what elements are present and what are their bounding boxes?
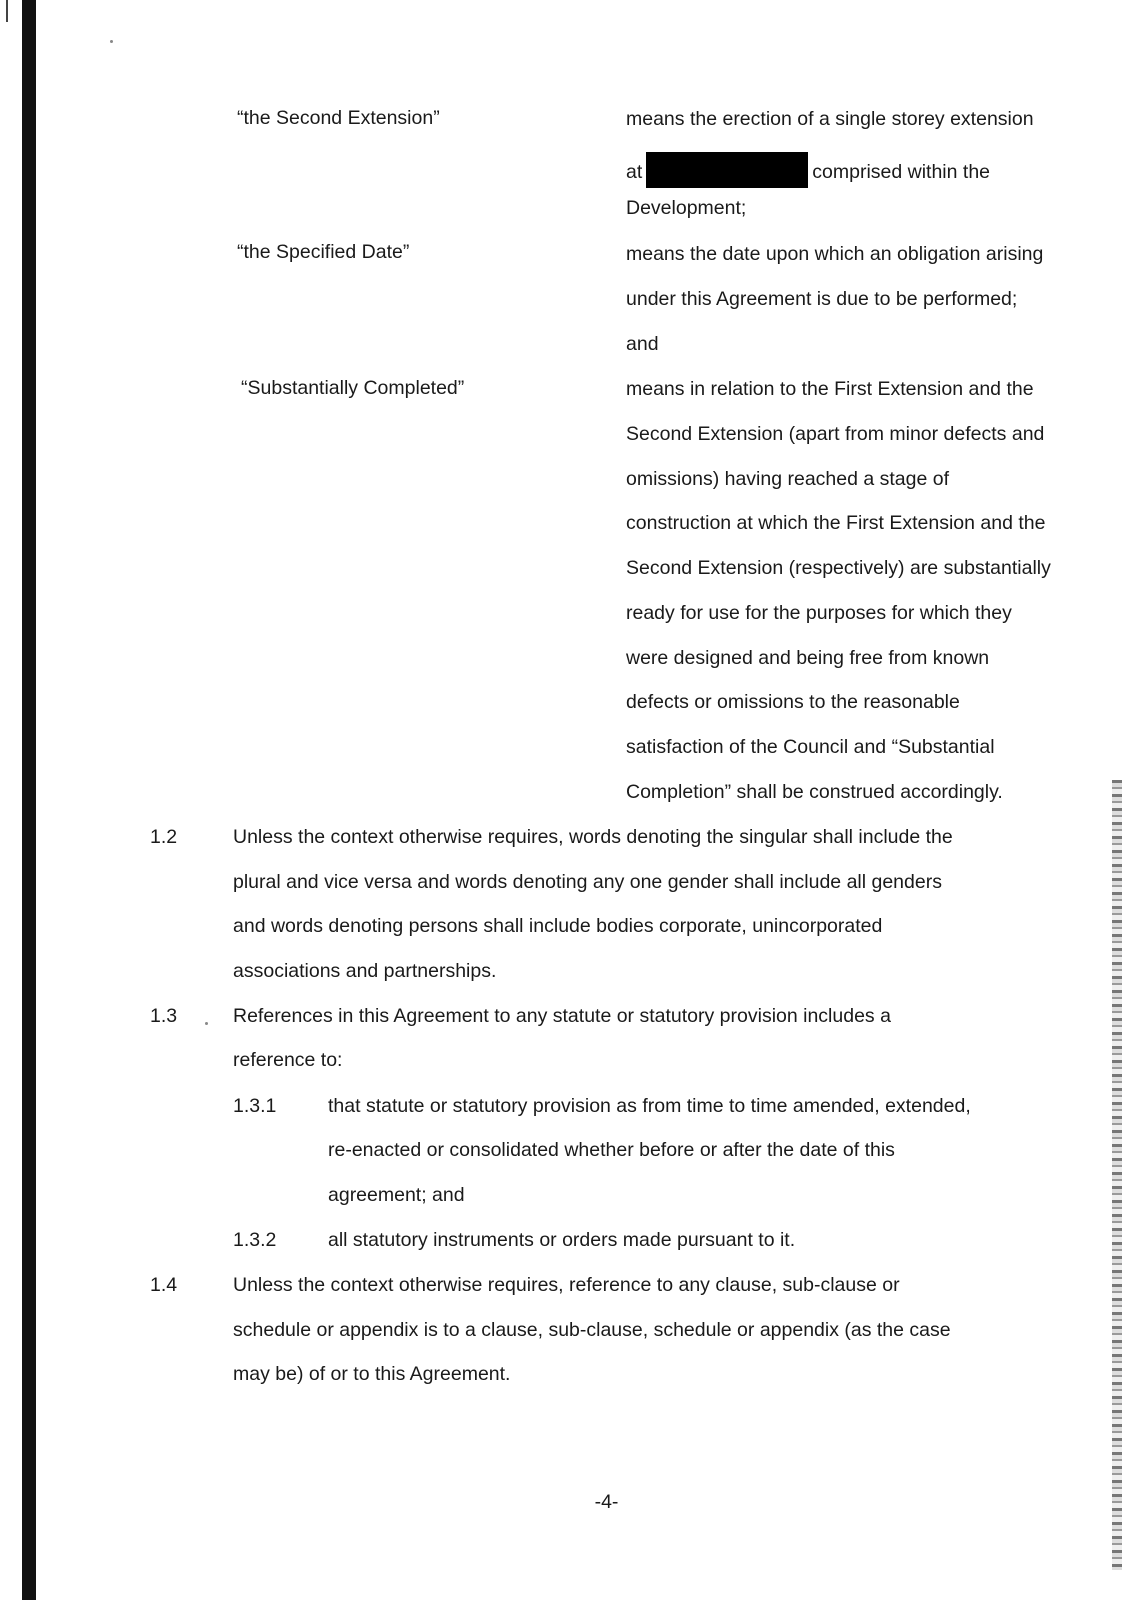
scan-speck <box>110 40 113 43</box>
definition-line: omissions) having reached a stage of <box>626 468 950 490</box>
clause-number: 1.3 <box>150 1005 178 1027</box>
clause-line: schedule or appendix is to a clause, sub-clause, schedule or appendix (as the case <box>233 1319 951 1341</box>
clause-number: 1.4 <box>150 1274 178 1296</box>
clause-line: associations and partnerships. <box>233 960 497 982</box>
clause-line: plural and vice versa and words denoting any one gender shall include all genders <box>233 871 942 893</box>
subclause-number: 1.3.1 <box>233 1095 277 1117</box>
definition-line: construction at which the First Extension and the <box>626 512 1046 534</box>
definition-line: means in relation to the First Extension and the <box>626 378 1034 400</box>
scan-edge-right <box>1112 780 1122 1570</box>
subclause-number: 1.3.2 <box>233 1229 277 1251</box>
clause-line: Unless the context otherwise requires, words denoting the singular shall include the <box>233 826 953 848</box>
clause-line: reference to: <box>233 1049 343 1071</box>
clause-line: Unless the context otherwise requires, reference to any clause, sub-clause or <box>233 1274 900 1296</box>
definition-line: means the erection of a single storey extension <box>626 108 1034 130</box>
definition-line: under this Agreement is due to be performed; <box>626 288 1018 310</box>
definition-line: Second Extension (apart from minor defects and <box>626 423 1045 445</box>
definition-line: satisfaction of the Council and “Substantial <box>626 736 995 758</box>
definition-term: “the Specified Date” <box>237 241 410 263</box>
definition-term: “Substantially Completed” <box>241 377 465 399</box>
redaction-block <box>646 152 808 188</box>
definition-line: defects or omissions to the reasonable <box>626 691 960 713</box>
definition-line: ready for use for the purposes for which they <box>626 602 1012 624</box>
clause-number: 1.2 <box>150 826 178 848</box>
scan-mark <box>6 0 8 22</box>
definition-term: “the Second Extension” <box>237 107 440 129</box>
clause-line: and words denoting persons shall include bodies corporate, unincorporated <box>233 915 883 937</box>
definition-text: comprised within the <box>812 161 991 183</box>
subclause-line: re-enacted or consolidated whether before or after the date of this <box>328 1139 895 1161</box>
page-number: -4- <box>594 1491 619 1513</box>
scan-speck <box>205 1022 208 1025</box>
definition-line: and <box>626 333 659 355</box>
subclause-line: that statute or statutory provision as from time to time amended, extended, <box>328 1095 971 1117</box>
clause-line: may be) of or to this Agreement. <box>233 1363 511 1385</box>
definition-line: Second Extension (respectively) are substantially <box>626 557 1051 579</box>
subclause-line: agreement; and <box>328 1184 465 1206</box>
definition-text: at <box>626 161 643 183</box>
subclause-line: all statutory instruments or orders made pursuant to it. <box>328 1229 796 1251</box>
definition-line: means the date upon which an obligation arising <box>626 243 1044 265</box>
scan-edge-left <box>22 0 36 1600</box>
definition-line: Completion” shall be construed accordingly. <box>626 781 1003 803</box>
clause-line: References in this Agreement to any statute or statutory provision includes a <box>233 1005 891 1027</box>
definition-line: Development; <box>626 197 747 219</box>
definition-line: were designed and being free from known <box>626 647 990 669</box>
definition-line-redacted <box>626 152 990 188</box>
